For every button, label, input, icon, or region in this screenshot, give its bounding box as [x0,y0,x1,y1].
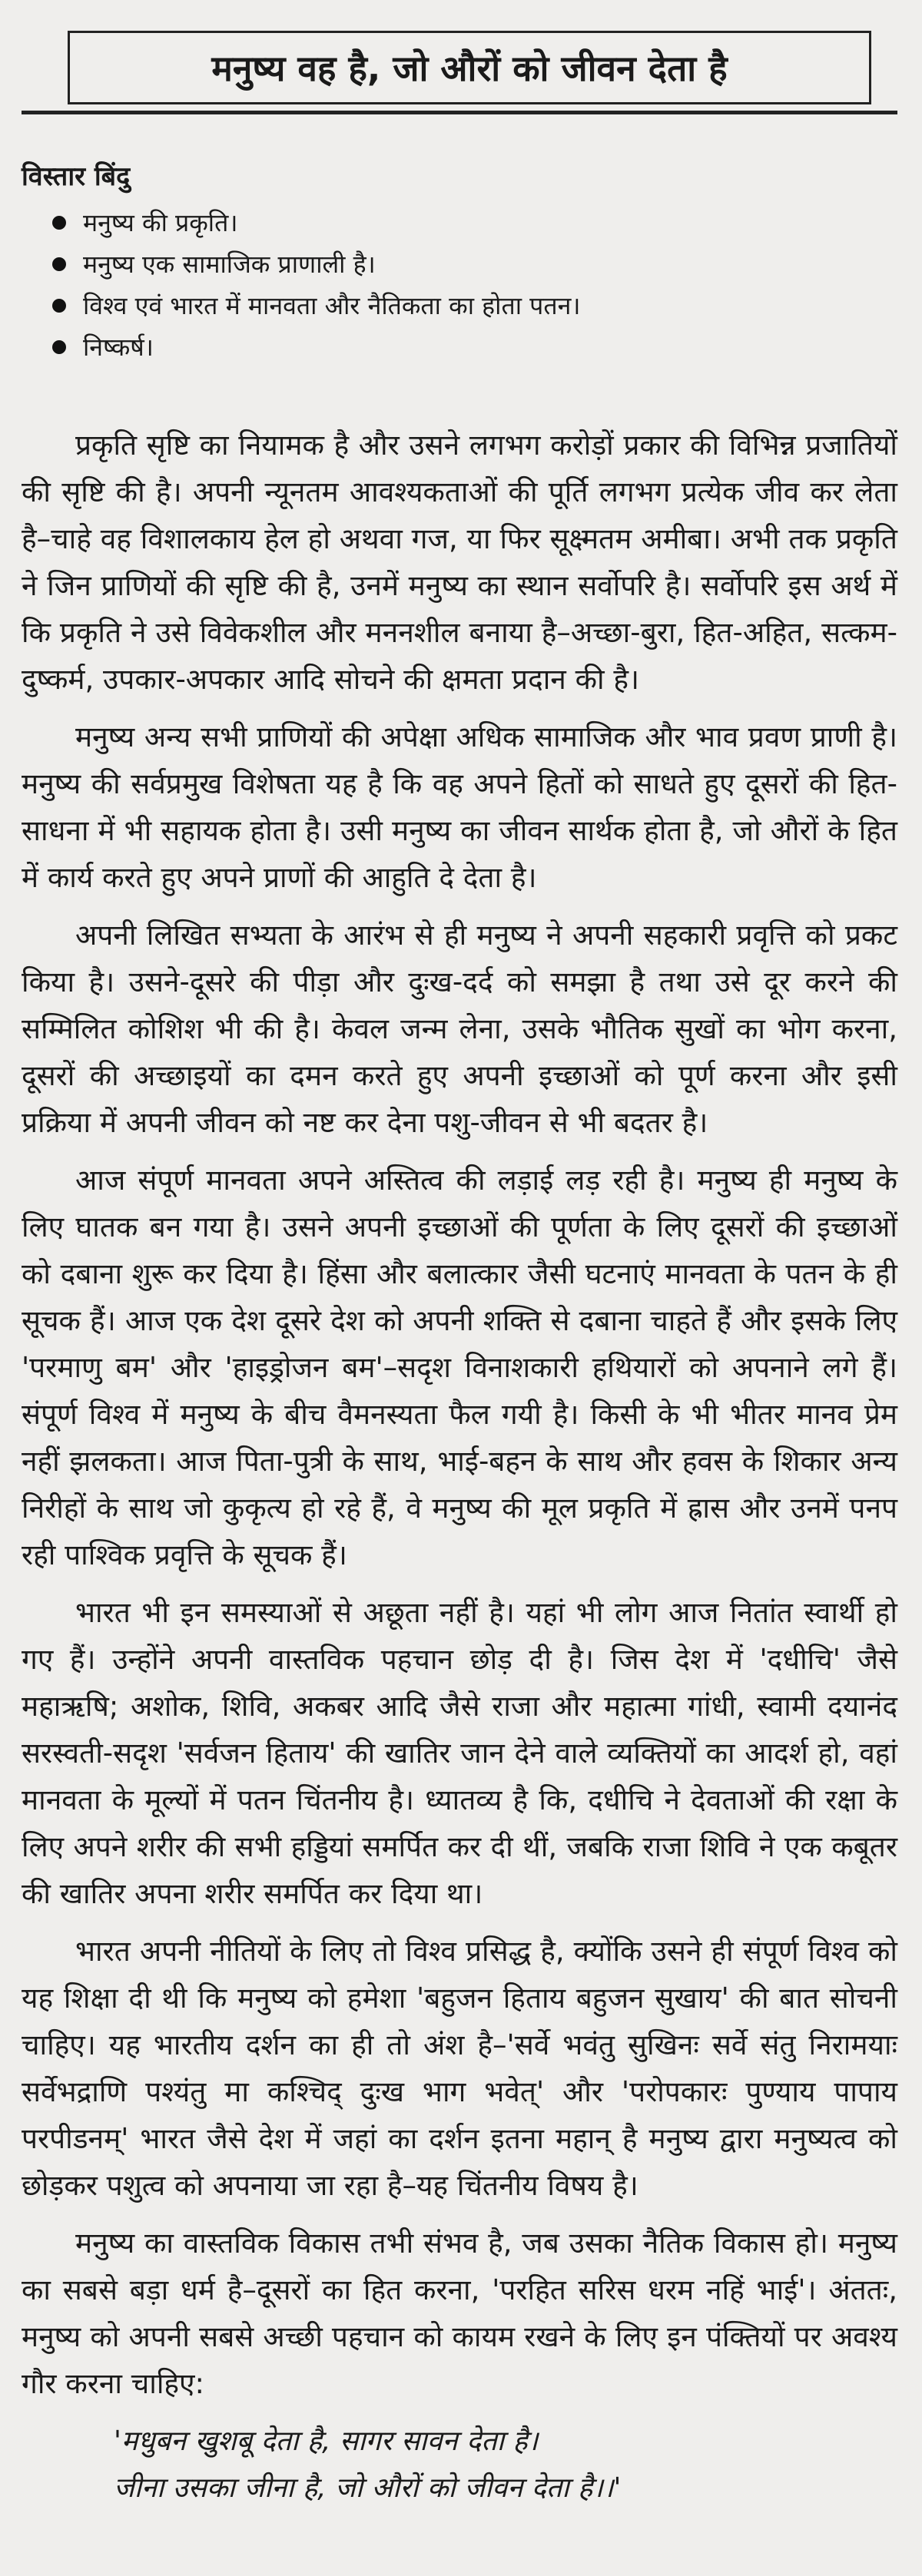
paragraph: भारत अपनी नीतियों के लिए तो विश्व प्रसिद्ध है, क्योंकि उसने ही संपूर्ण विश्व को यह शिक्षा दी थी कि मनुष्य को हमेशा 'बहुजन हिताय बहुजन सुखाय' की बात सोचनी चाहिए। यह भारतीय दर्शन का ही तो अंश है–'सर्वे भवंतु सुखिनः सर्वे संतु निरामयाः सर्वेभद्राणि पश्यंतु मा कश्चिद् दुःख भाग भवेत्' और 'परोपकारः पुण्याय पापाय परपीडनम्' भारत जैसे देश में जहां का दर्शन इतना महान् है मनुष्य द्वारा मनुष्यत्व को छोड़कर पशुत्व को अपनाया जा रहा है–यह चिंतनीय विषय है। [22,1935,897,2202]
outline-item-text: मनुष्य एक सामाजिक प्राणाली है। [83,250,376,279]
outline-item [52,326,888,368]
outline-item-text: विश्व एवं भारत में मानवता और नैतिकता का होता पतन। [83,291,581,320]
bullet-icon [52,216,66,230]
outline-item-text: मनुष्य की प्रकृति। [83,208,238,237]
outline-item [52,243,888,285]
outline-item-text: निष्कर्ष। [83,333,154,362]
outline-item [52,285,888,326]
essay-title: मनुष्य वह है, जो औरों को जीवन देता है [68,31,871,104]
paragraph: मनुष्य का वास्तविक विकास तभी संभव है, जब उसका नैतिक विकास हो। मनुष्य का सबसे बड़ा धर्म है–दूसरों का हित करना, 'परहित सरिस धरम नहिं भाई'। अंततः, मनुष्य को अपनी सबसे अच्छी पहचान को कायम रखने के लिए इन पंक्तियों पर अवश्य गौर करना चाहिए: [22,2227,897,2400]
outline-item [52,202,888,243]
paragraph: प्रकृति सृष्टि का नियामक है और उसने लगभग करोड़ों प्रकार की विभिन्न प्रजातियों की सृष्टि की है। अपनी न्यूनतम आवश्यकताओं की पूर्ति लगभग प्रत्येक जीव कर लेता है–चाहे वह विशालकाय हेल हो अथवा गज, या फिर सूक्ष्मतम अमीबा। अभी तक प्रकृति ने जिन प्राणियों की सृष्टि की है, उनमें मनुष्य का स्थान सर्वोपरि है। सर्वोपरि इस अर्थ में कि प्रकृति ने उसे विवेकशील और मननशील बनाया है–अच्छा-बुरा, हित-अहित, सत्कम-दुष्कर्म, उपकार-अपकार आदि सोचने की क्षमता प्रदान की है। [22,429,897,696]
bullet-icon [52,299,66,313]
quote-line: 'मधुबन खुशबू देता है, सागर सावन देता है। [114,2425,539,2457]
paragraph: अपनी लिखित सभ्यता के आरंभ से ही मनुष्य ने अपनी सहकारी प्रवृत्ति को प्रकट किया है। उसने-दूसरे की पीड़ा और दुःख-दर्द को समझा है तथा उसे दूर करने की सम्मिलित कोशिश भी की है। केवल जन्म लेना, उसके भौतिक सुखों का भोग करना, दूसरों की अच्छाइयों का दमन करते हुए अपनी इच्छाओं को पूर्ण करना और इसी प्रक्रिया में अपनी जीवन को नष्ट कर देना पशु-जीवन से भी बदतर है। [22,919,897,1139]
paragraph: मनुष्य अन्य सभी प्राणियों की अपेक्षा अधिक सामाजिक और भाव प्रवण प्राणी है। मनुष्य की सर्वप्रमुख विशेषता यह है कि वह अपने हितों को साधते हुए दूसरों की हित-साधना में भी सहायक होता है। उसी मनुष्य का जीवन सार्थक होता है, जो औरों के हित में कार्य करते हुए अपने प्राणों की आहुति दे देता है। [22,720,897,894]
quote-line: जीना उसका जीना है, जो औरों को जीवन देता है।।' [114,2472,622,2504]
title-rule [22,111,897,114]
bullet-icon [52,257,66,271]
outline-heading: विस्तार बिंदु [22,161,131,192]
outline-list [22,202,888,368]
paragraph: भारत भी इन समस्याओं से अछूता नहीं है। यहां भी लोग आज नितांत स्वार्थी हो गए हैं। उन्होंने अपनी वास्तविक पहचान छोड़ दी है। जिस देश में 'दधीचि' जैसे महाऋषि; अशोक, शिवि, अकबर आदि जैसे राजा और महात्मा गांधी, स्वामी दयानंद सरस्वती-सदृश 'सर्वजन हिताय' की खातिर जान देने वाले व्यक्तियों का आदर्श हो, वहां मानवता के मूल्यों में पतन चिंतनीय है। ध्यातव्य है कि, दधीचि ने देवताओं की रक्षा के लिए अपने शरीर की सभी हड्डियां समर्पित कर दी थीं, जबकि राजा शिवि ने एक कबूतर की खातिर अपना शरीर समर्पित कर दिया था। [22,1596,897,1910]
paragraph: आज संपूर्ण मानवता अपने अस्तित्व की लड़ाई लड़ रही है। मनुष्य ही मनुष्य के लिए घातक बन गया है। उसने अपनी इच्छाओं की पूर्णता के लिए दूसरों की इच्छाओं को दबाना शुरू कर दिया है। हिंसा और बलात्कार जैसी घटनाएं मानवता के पतन के ही सूचक हैं। आज एक देश दूसरे देश को अपनी शक्ति से दबाना चाहते हैं और इसके लिए 'परमाणु बम' और 'हाइड्रोजन बम'–सदृश विनाशकारी हथियारों को अपनाने लगे हैं। संपूर्ण विश्व में मनुष्य के बीच वैमनस्यता फैल गयी है। किसी के भी भीतर मानव प्रेम नहीं झलकता। आज पिता-पुत्री के साथ, भाई-बहन के साथ और हवस के शिकार अन्य निरीहों के साथ जो कुकृत्य हो रहे हैं, वे मनुष्य की मूल प्रकृति में ह्रास और उनमें पनप रही पाश्विक प्रवृत्ति के सूचक हैं। [22,1164,897,1571]
bullet-icon [52,340,66,354]
closing-quote [22,2418,888,2511]
